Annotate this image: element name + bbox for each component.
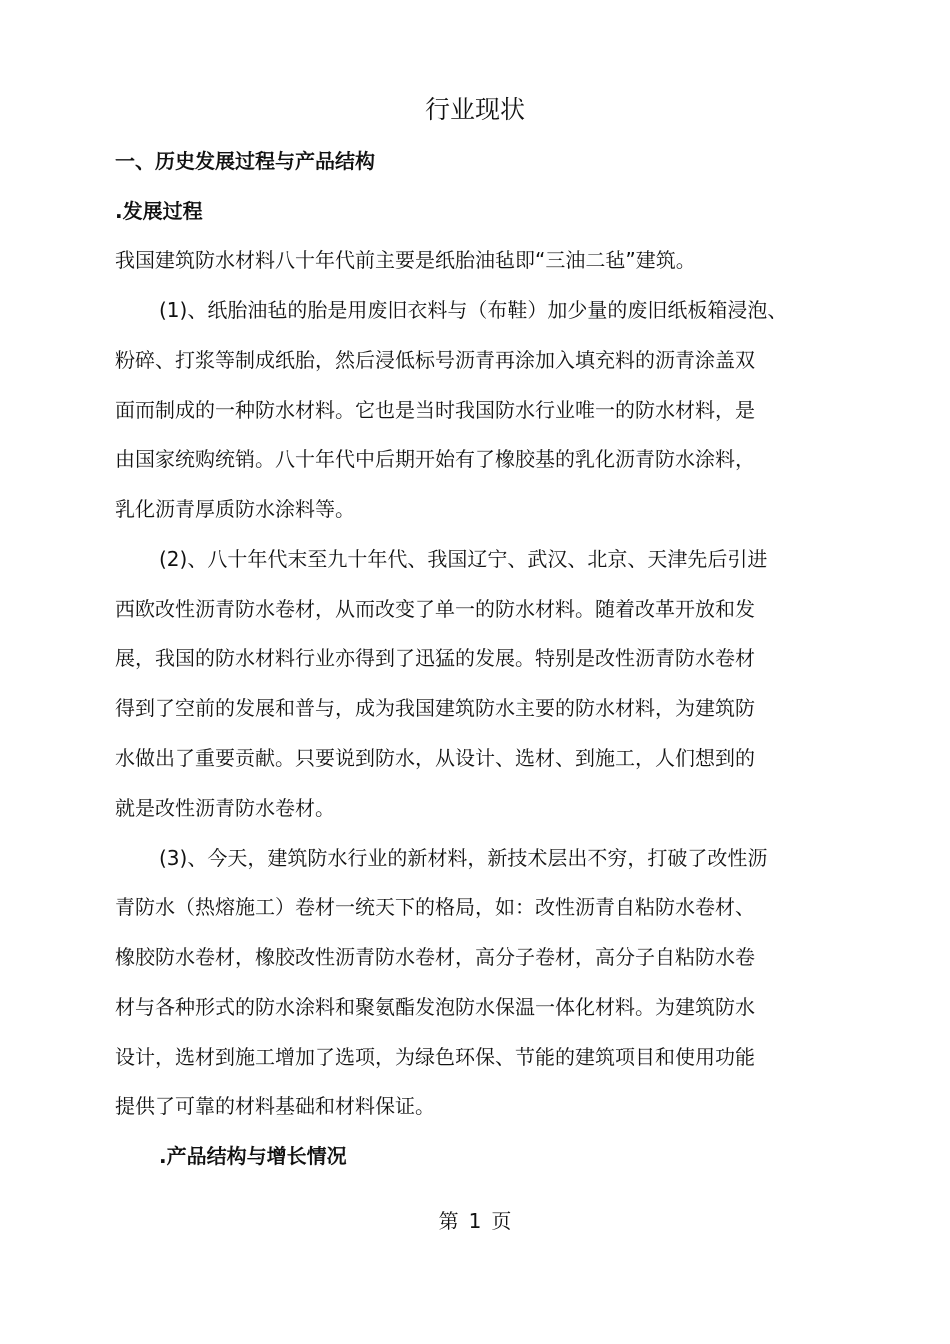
subsection-heading: .发展过程 [115,199,203,223]
paragraph-2-line-5: 水做出了重要贡献。只要说到防水，从设计、选材、到施工，人们想到的 [115,746,755,770]
paragraph-2-line-6: 就是改性沥青防水卷材。 [115,796,335,820]
subsection-heading-product-structure: .产品结构与增长情况 [159,1144,347,1168]
paragraph-3-line-2: 青防水（热熔施工）卷材一统天下的格局，如：改性沥青自粘防水卷材、 [115,895,755,919]
intro-paragraph: 我国建筑防水材料八十年代前主要是纸胎油毡即“三油二毡”建筑。 [115,248,696,272]
page-number: 1 [468,1209,482,1233]
paragraph-3-line-1: (3)、今天，建筑防水行业的新材料，新技术层出不穷，打破了改性沥 [159,846,768,870]
paragraph-2-line-2: 西欧改性沥青防水卷材，从而改变了单一的防水材料。随着改革开放和发 [115,597,755,621]
footer-suffix: 页 [491,1209,512,1233]
footer-prefix: 第 [438,1209,459,1233]
paragraph-2-line-4: 得到了空前的发展和普与，成为我国建筑防水主要的防水材料，为建筑防 [115,696,755,720]
paragraph-2-line-3: 展，我国的防水材料行业亦得到了迅猛的发展。特别是改性沥青防水卷材 [115,646,755,670]
paragraph-1-line-1: (1)、纸胎油毡的胎是用废旧衣料与（布鞋）加少量的废旧纸板箱浸泡、 [159,298,788,322]
section-heading: 一、历史发展过程与产品结构 [115,149,375,173]
paragraph-2-line-1: (2)、八十年代末至九十年代、我国辽宁、武汉、北京、天津先后引进 [159,547,768,571]
paragraph-1-line-2: 粉碎、打浆等制成纸胎，然后浸低标号沥青再涂加入填充料的沥青涂盖双 [115,348,755,372]
paragraph-3-line-6: 提供了可靠的材料基础和材料保证。 [115,1094,435,1118]
paragraph-1-line-3: 面而制成的一种防水材料。它也是当时我国防水行业唯一的防水材料，是 [115,398,755,422]
paragraph-1-line-4: 由国家统购统销。八十年代中后期开始有了橡胶基的乳化沥青防水涂料， [115,447,755,471]
paragraph-3-line-4: 材与各种形式的防水涂料和聚氨酯发泡防水保温一体化材料。为建筑防水 [115,995,755,1019]
paragraph-3-line-3: 橡胶防水卷材，橡胶改性沥青防水卷材，高分子卷材，高分子自粘防水卷 [115,945,755,969]
page-footer [0,1206,950,1236]
paragraph-1-line-5: 乳化沥青厚质防水涂料等。 [115,497,355,521]
document-title: 行业现状 [424,95,525,124]
paragraph-3-line-5: 设计，选材到施工增加了选项，为绿色环保、节能的建筑项目和使用功能 [115,1045,755,1069]
